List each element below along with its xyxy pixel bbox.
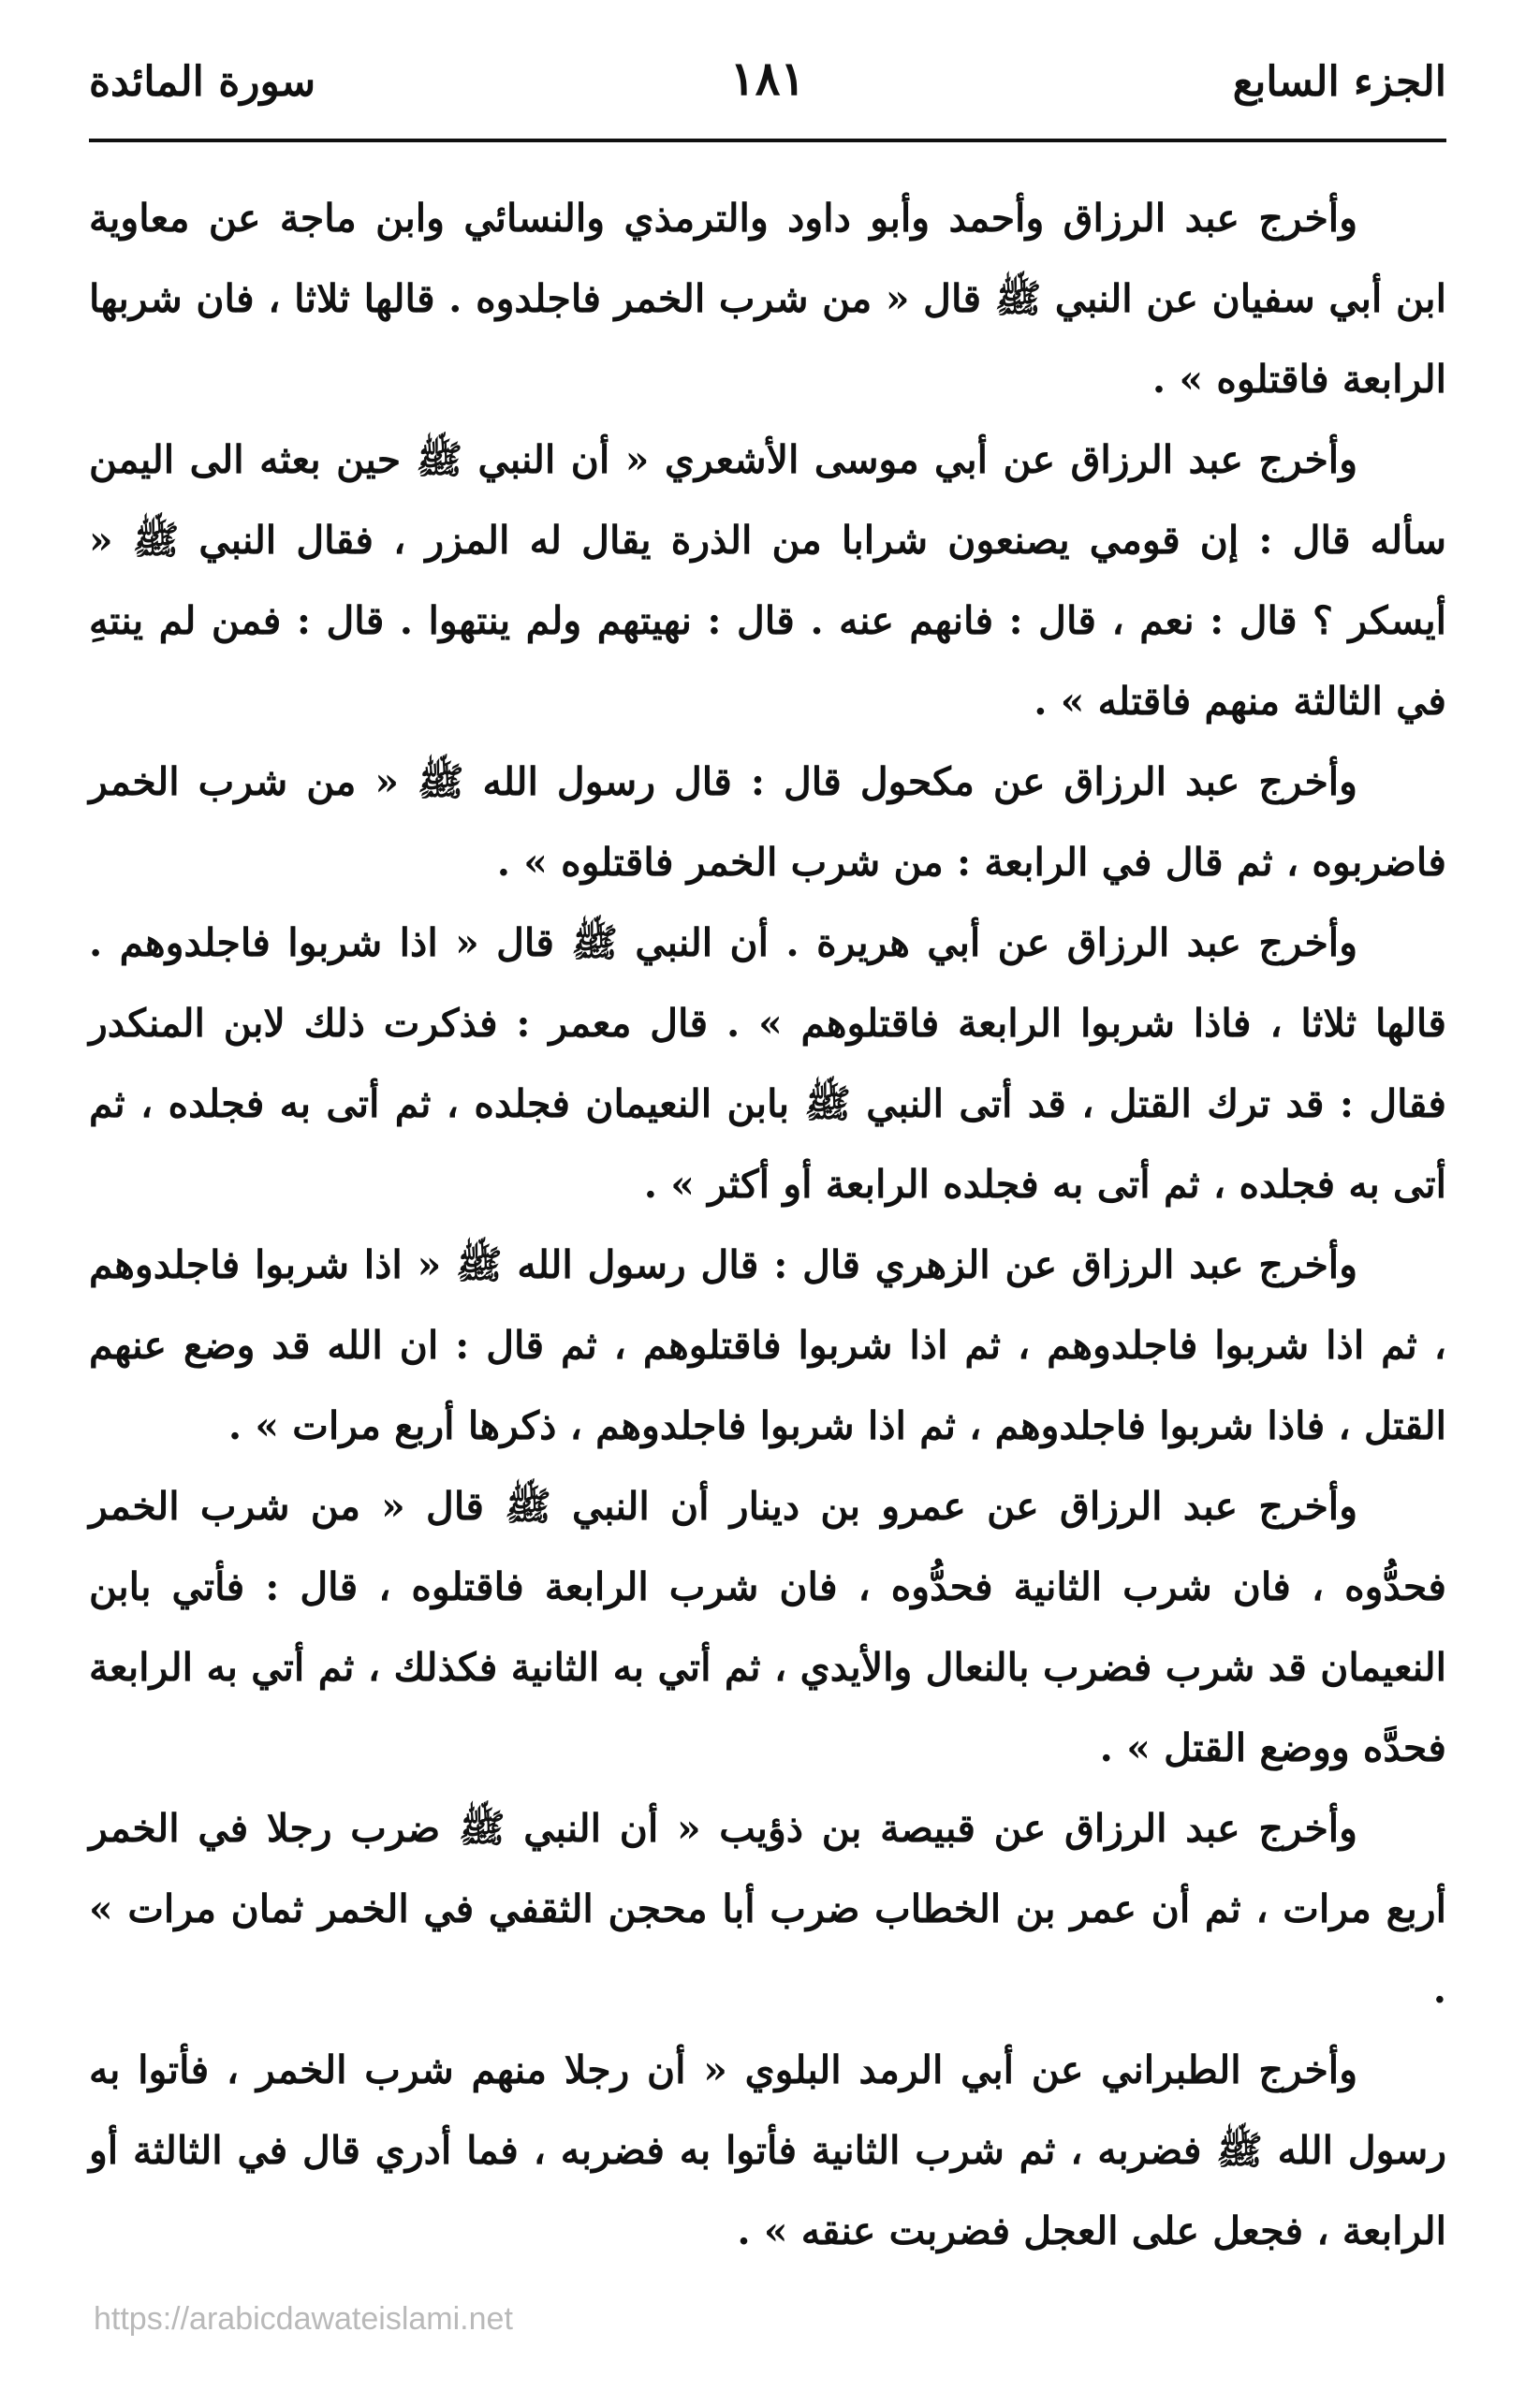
page-header xyxy=(89,49,1446,133)
page-number: ١٨١ xyxy=(729,51,806,106)
paragraph: وأخرج عبد الرزاق عن الزهري قال : قال رسول الله ﷺ « اذا شربوا فاجلدوهم ، ثم اذا شربوا فاجلدوهم ، ثم اذا شربوا فاقتلوهم ، ثم قال : ان الله قد وضع عنهم القتل ، فاذا شربوا فاجلدوهم ، ثم اذا شربوا فاجلدوهم ، ذكرها أربع مرات » . xyxy=(89,1242,1446,1448)
paragraph: وأخرج عبد الرزاق عن عمرو بن دينار أن النبي ﷺ قال « من شرب الخمر فحدُّوه ، فان شرب الثانية فحدُّوه ، فان شرب الرابعة فاقتلوه ، قال : فأتي بابن النعيمان قد شرب فضرب بالنعال والأيدي ، ثم أتي به الثانية فكذلك ، ثم أتي به الرابعة فحدَّه ووضع القتل » . xyxy=(89,1484,1446,1770)
paragraph: وأخرج عبد الرزاق وأحمد وأبو داود والترمذي والنسائي وابن ماجة عن معاوية ابن أبي سفيان عن النبي ﷺ قال « من شرب الخمر فاجلدوه . قالها ثلاثا ، فان شربها الرابعة فاقتلوه » . xyxy=(89,196,1446,402)
watermark-url: https://arabicdawateislami.net xyxy=(94,2301,513,2337)
body-text xyxy=(89,178,1446,2271)
header-divider xyxy=(89,139,1446,142)
paragraph: وأخرج عبد الرزاق عن مكحول قال : قال رسول الله ﷺ « من شرب الخمر فاضربوه ، ثم قال في الرابعة : من شرب الخمر فاقتلوه » . xyxy=(89,759,1446,885)
paragraph: وأخرج عبد الرزاق عن قبيصة بن ذؤيب « أن النبي ﷺ ضرب رجلا في الخمر أربع مرات ، ثم أن عمر بن الخطاب ضرب أبا محجن الثقفي في الخمر ثمان مرات » . xyxy=(89,1806,1446,2012)
surah-title: سورة المائدة xyxy=(89,58,316,106)
paragraph: وأخرج الطبراني عن أبي الرمد البلوي « أن رجلا منهم شرب الخمر ، فأتوا به رسول الله ﷺ فضربه ، ثم شرب الثانية فأتوا به فضربه ، فما أدري قال في الثالثة أو الرابعة ، فجعل على العجل فضربت عنقه » . xyxy=(89,2047,1446,2253)
paragraph: وأخرج عبد الرزاق عن أبي هريرة . أن النبي ﷺ قال « اذا شربوا فاجلدوهم . قالها ثلاثا ، فاذا شربوا الرابعة فاقتلوهم » . قال معمر : فذكرت ذلك لابن المنكدر فقال : قد ترك القتل ، قد أتى النبي ﷺ بابن النعيمان فجلده ، ثم أتى به فجلده ، ثم أتى به فجلده ، ثم أتى به فجلده الرابعة أو أكثر » . xyxy=(89,920,1446,1207)
part-title: الجزء السابع xyxy=(1232,58,1446,106)
paragraph: وأخرج عبد الرزاق عن أبي موسى الأشعري « أن النبي ﷺ حين بعثه الى اليمن سأله قال : إن قومي يصنعون شرابا من الذرة يقال له المزر ، فقال النبي ﷺ « أيسكر ؟ قال : نعم ، قال : فانهم عنه . قال : نهيتهم ولم ينتهوا . قال : فمن لم ينتهِ في الثالثة منهم فاقتله » . xyxy=(89,437,1446,724)
